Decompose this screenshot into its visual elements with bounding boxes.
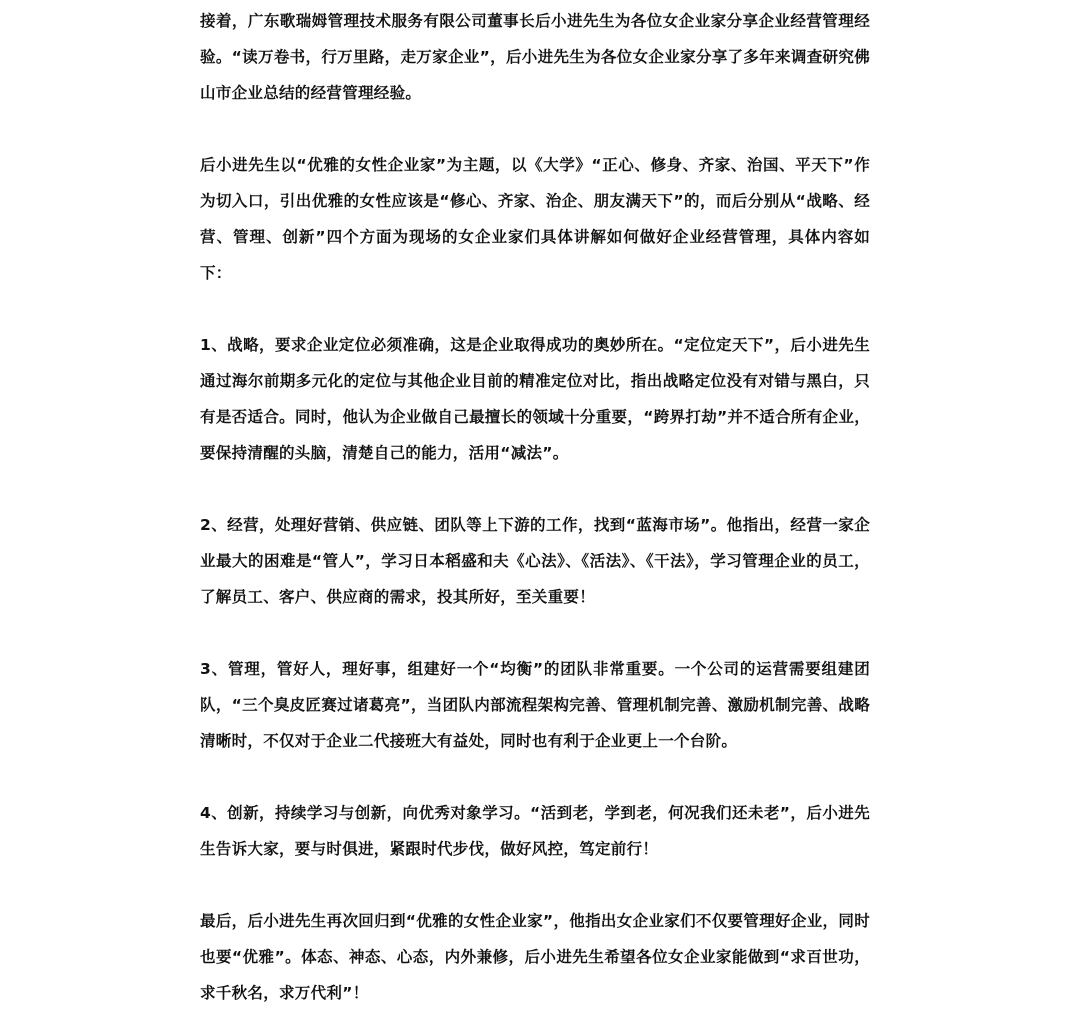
paragraph-intro: 接着，广东歌瑞姆管理技术服务有限公司董事长后小进先生为各位女企业家分享企业经营管理经验。“读万卷书，行万里路，走万家企业”，后小进先生为各位女企业家分享了多年来调查研究佛山市企业总结的经营管理经验。 bbox=[200, 12, 870, 102]
paragraph-operation: 2、经营，处理好营销、供应链、团队等上下游的工作，找到“蓝海市场”。他指出，经营一家企业最大的困难是“管人”，学习日本稻盛和夫《心法》、《活法》、《干法》，学习管理企业的员工，了解员工、客户、供应商的需求，投其所好，至关重要！ bbox=[200, 516, 870, 606]
paragraph-strategy: 1、战略，要求企业定位必须准确，这是企业取得成功的奥妙所在。“定位定天下”，后小进先生通过海尔前期多元化的定位与其他企业目前的精准定位对比，指出战略定位没有对错与黑白，只有是否适合。同时，他认为企业做自己最擅长的领域十分重要，“跨界打劫”并不适合所有企业，要保持清醒的头脑，清楚自己的能力，活用“减法”。 bbox=[200, 336, 870, 462]
paragraph-management: 3、管理，管好人，理好事，组建好一个“均衡”的团队非常重要。一个公司的运营需要组建团队，“三个臭皮匠赛过诸葛亮”，当团队内部流程架构完善、管理机制完善、激励机制完善、战略清晰时，不仅对于企业二代接班大有益处，同时也有利于企业更上一个台阶。 bbox=[200, 660, 870, 750]
article-body bbox=[200, 3, 870, 1011]
paragraph-innovation: 4、创新，持续学习与创新，向优秀对象学习。“活到老，学到老，何况我们还未老”，后小进先生告诉大家，要与时俱进，紧跟时代步伐，做好风控，笃定前行！ bbox=[200, 804, 870, 858]
paragraph-conclusion: 最后，后小进先生再次回归到“优雅的女性企业家”，他指出女企业家们不仅要管理好企业，同时也要“优雅”。体态、神态、心态，内外兼修，后小进先生希望各位女企业家能做到“求百世功，求千秋名，求万代利”！ bbox=[200, 912, 870, 1002]
paragraph-theme: 后小进先生以“优雅的女性企业家”为主题，以《大学》“正心、修身、齐家、治国、平天下”作为切入口，引出优雅的女性应该是“修心、齐家、治企、朋友满天下”的，而后分别从“战略、经营、管理、创新”四个方面为现场的女企业家们具体讲解如何做好企业经营管理，具体内容如下： bbox=[200, 156, 870, 282]
